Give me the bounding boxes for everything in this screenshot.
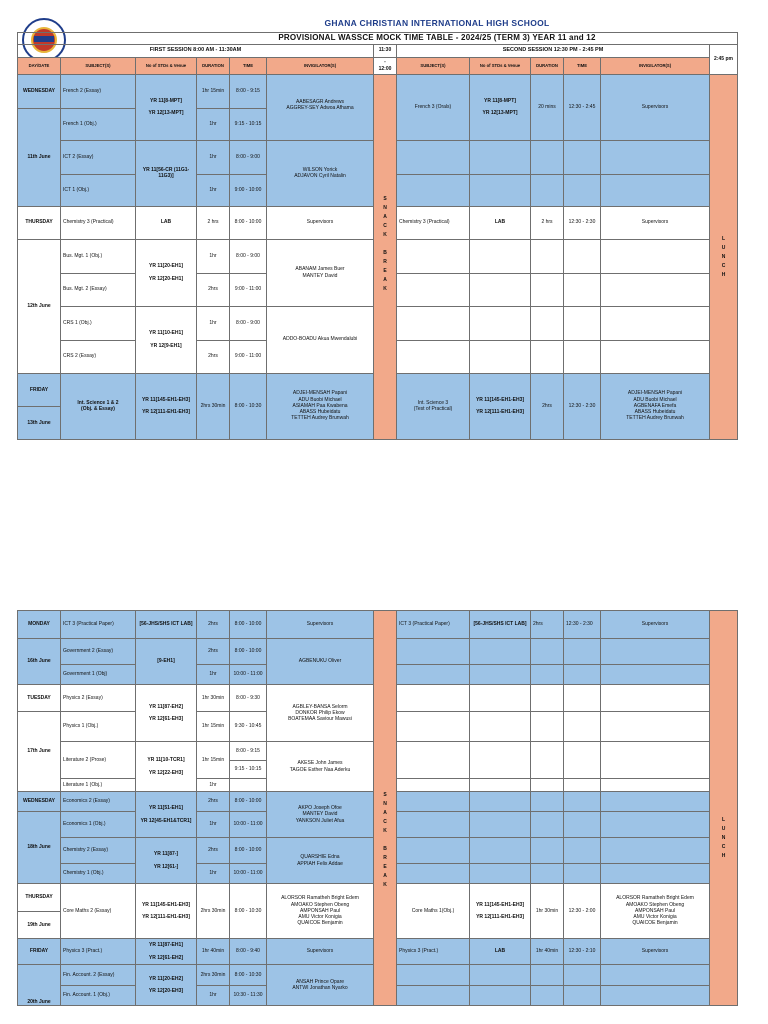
invigilators-ict: WILSON Yorick ADJAVON Cyril Natalin — [267, 140, 374, 206]
duration: 2 hrs — [531, 206, 564, 239]
time: 12:30 - 2:30 — [564, 611, 601, 639]
header-time-s2: TIME — [564, 57, 601, 74]
duration: 1hr — [197, 986, 230, 1006]
invigilators-literature: AKESE John James TAGOE Esther Naa Aderku — [267, 742, 374, 792]
break-time-top: 11:30 — [374, 44, 397, 57]
snack-break-letter: C — [383, 819, 387, 825]
stds-lab: LAB — [470, 939, 531, 965]
stds-lab: LAB — [136, 206, 197, 239]
duration: 2hrs — [531, 611, 564, 639]
subject-int-science: Int. Science 1 & 2 (Obj. & Essay) — [61, 373, 136, 439]
header-stds: No of STDs & Venue — [136, 57, 197, 74]
time: 9:00 - 11:00 — [230, 273, 267, 306]
time: 12:30 - 2:10 — [564, 939, 601, 965]
lunch-column — [710, 74, 738, 439]
duration: 2hrs 30min — [197, 965, 230, 986]
lunch-letter: C — [721, 844, 726, 850]
snack-break-letter: S — [383, 792, 387, 798]
stds-lab: LAB — [470, 206, 531, 239]
time: 8:00 - 9:15 — [230, 74, 267, 108]
time: 9:00 - 10:00 — [230, 174, 267, 206]
duration: 1hr 15min — [197, 74, 230, 108]
duration: 1hr — [197, 239, 230, 273]
second-session-label: SECOND SESSION 12:30 PM - 2:45 PM — [397, 44, 710, 57]
date-18th-june: 18th June — [18, 812, 61, 884]
stds-ict: YR 11[56-CR (11G1-11G3)] — [136, 140, 197, 206]
time: 12:30 - 2:30 — [564, 373, 601, 439]
stds-fin-account: YR 11[20-EH2] YR 12[20-EH3] — [136, 965, 197, 1006]
subject-chemistry-3-s2: Chemistry 3 (Practical) — [397, 206, 470, 239]
duration: 2hrs 30min — [197, 373, 230, 439]
snack-break-letter — [375, 240, 395, 249]
time: 8:00 - 9:00 — [230, 239, 267, 273]
subject-physics-3-s2: Physics 3 (Pract.) — [397, 939, 470, 965]
break-time-bottom: - 12:00 — [374, 57, 397, 74]
subject-chemistry-2: Chemistry 2 (Essay) — [61, 838, 136, 864]
subject-crs-1: CRS 1 (Obj.) — [61, 306, 136, 340]
duration: 1hr 40min — [197, 939, 230, 965]
subject-ict-1: ICT 1 (Obj.) — [61, 174, 136, 206]
lunch-letter: H — [721, 853, 726, 859]
duration: 1hr — [197, 108, 230, 140]
lunch-letter: C — [721, 262, 726, 269]
lunch-letter: N — [721, 835, 726, 841]
invigilators-economics: AKPO Joseph Ofoe MANTEY David YANKSON Juliet Afua — [267, 792, 374, 838]
stds-bus-mgt: YR 11[20-EH1] YR 12[20-EH1] — [136, 239, 197, 306]
school-name: GHANA CHRISTIAN INTERNATIONAL HIGH SCHOOL — [324, 18, 550, 29]
time: 9:15 - 10:15 — [230, 108, 267, 140]
time: 8:00 - 10:00 — [230, 206, 267, 239]
time: 8:00 - 10:00 — [230, 639, 267, 665]
duration: 2hrs — [197, 273, 230, 306]
lunch-column — [710, 611, 738, 1006]
subject-government-1: Government 1 (Obj) — [61, 665, 136, 685]
stds-french: YR 11[8-MPT] YR 12[13-MPT] — [136, 74, 197, 140]
time: 8:00 - 10:30 — [230, 965, 267, 986]
snack-break-letter: A — [383, 873, 387, 879]
stds-economics: YR 11[51-EH1] YR 12[45-EH1&TCR1] — [136, 792, 197, 838]
lunch-letter: N — [721, 253, 726, 260]
invigilators-int-science-3: ADJEI-MENSAH Papani ADU Buobi Michael AGBENAFA Emefa ABASS Hubeidatu TETTEH Audrey Brunwah — [601, 373, 710, 439]
time: 12:30 - 2:45 — [564, 74, 601, 140]
header-stds-s2: No of STDs & Venue — [470, 57, 531, 74]
snack-break-letter: K — [383, 231, 387, 238]
snack-break-letter: E — [383, 267, 387, 274]
invigilators-government: AGBENUKU Oliver — [267, 639, 374, 685]
day-friday: FRIDAY 13th June — [18, 373, 61, 439]
day-thursday: THURSDAY 19th June — [18, 884, 61, 939]
time: 8:00 - 10:00 — [230, 792, 267, 812]
invigilators-crs: ADDO-BOADU Akua Mwendalubi — [267, 306, 374, 373]
time: 8:00 - 9:40 — [230, 939, 267, 965]
snack-break-letter: K — [383, 285, 387, 292]
time: 12:30 - 2:30 — [564, 206, 601, 239]
subject-core-maths-1: Core Maths 1(Obj.) — [397, 884, 470, 939]
subject-bus-mgt-1: Bus. Mgt. 1 (Obj.) — [61, 239, 136, 273]
invigilators: Supervisors — [601, 939, 710, 965]
duration: 2hrs — [197, 639, 230, 665]
invigilators: Supervisors — [267, 939, 374, 965]
duration: 1hr — [197, 306, 230, 340]
subject-ict-2: ICT 2 (Essay) — [61, 140, 136, 174]
invigilators: Supervisors — [601, 206, 710, 239]
duration: 1hr — [197, 174, 230, 206]
header-time: TIME — [230, 57, 267, 74]
snack-break-letter: R — [383, 258, 387, 265]
time: 8:00 - 10:30 — [230, 884, 267, 939]
time: 9:30 - 10:45 — [230, 712, 267, 742]
duration: 1hr — [197, 779, 230, 792]
stds-core-maths: YR 11[145-EH1-EH3] YR 12[111-EH1-EH3] — [136, 884, 197, 939]
lunch-letter: U — [721, 244, 726, 251]
invigilators: Supervisors — [601, 74, 710, 140]
subject-literature-1: Literature 1 (Obj.) — [61, 779, 136, 792]
stds-chemistry: YR 11[87-] YR 12[61-] — [136, 838, 197, 884]
stds-physics-3: YR 11[87-EH1] YR 12[61-EH2] — [136, 939, 197, 965]
invigilators-chemistry: QUARSHIE Edna APPIAH Felix Addae — [267, 838, 374, 884]
subject-french-2: French 2 (Essay) — [61, 74, 136, 108]
stds-ict-lab: [56-JHS/SHS ICT LAB] — [470, 611, 531, 639]
time: 10:30 - 11:30 — [230, 986, 267, 1006]
header-duration-s2: DURATION — [531, 57, 564, 74]
invigilators: Supervisors — [267, 611, 374, 639]
subject-physics-2: Physics 2 (Essay) — [61, 685, 136, 712]
time: 8:00 - 9:00 — [230, 306, 267, 340]
subject-crs-2: CRS 2 (Essay) — [61, 340, 136, 373]
duration: 1hr 40min — [531, 939, 564, 965]
snack-break-letter: A — [383, 810, 387, 816]
duration: 2 hrs — [197, 206, 230, 239]
header-duration: DURATION — [197, 57, 230, 74]
duration: 1hr 30min — [531, 884, 564, 939]
invigilators-french: AABESAGR Andrews AGGREY-SEY Adwoa Afhama — [267, 74, 374, 140]
snack-break-letter: E — [383, 864, 387, 870]
time-split: 8:00 - 9:15 9:15 - 10:15 — [230, 742, 267, 779]
header-subject: SUBJECT(S) — [61, 57, 136, 74]
duration: 2hrs — [197, 611, 230, 639]
date-20th-june: 20th June — [18, 965, 61, 1006]
stds-int-science-3: YR 11[145-EH1-EH3] YR 12[111-EH1-EH3] — [470, 373, 531, 439]
stds-literature: YR 11[10-TCR1] YR 12[22-EH3] — [136, 742, 197, 792]
lunch-letter: H — [721, 271, 726, 278]
snack-break-letter: A — [383, 213, 387, 220]
time: 8:00 - 10:00 — [230, 838, 267, 864]
stds-physics: YR 11[87-EH2] YR 12[61-EH3] — [136, 685, 197, 742]
time: 9:00 - 11:00 — [230, 340, 267, 373]
duration: 1hr — [197, 140, 230, 174]
subject-government-2: Government 2 (Essay) — [61, 639, 136, 665]
duration: 20 mins — [531, 74, 564, 140]
subject-literature-2: Literature 2 (Prose) — [61, 742, 136, 779]
header-invigilator-s2: INVIGILATOR(S) — [601, 57, 710, 74]
stds-int-science: YR 11[145-EH1-EH3] YR 12[111-EH1-EH3] — [136, 373, 197, 439]
time: 10:00 - 11:00 — [230, 812, 267, 838]
day-wednesday: WEDNESDAY — [18, 792, 61, 812]
subject-french-3: French 3 (Orals) — [397, 74, 470, 140]
duration: 2hrs — [197, 792, 230, 812]
snack-break-column — [374, 74, 397, 439]
subject-economics-2: Economics 2 (Essay) — [61, 792, 136, 812]
header-subject-s2: SUBJECT(S) — [397, 57, 470, 74]
lunch-letter: U — [721, 826, 726, 832]
snack-break-letter: K — [383, 828, 387, 834]
invigilators-core-maths-s2: ALORSOR Ramatheh Bright Edem AMOAKO Stephen Obeng AMPONSAH Paul AMU Victor Konigia QUAICOE Benjamin — [601, 884, 710, 939]
time: 8:00 - 10:30 — [230, 373, 267, 439]
day-thursday: THURSDAY — [18, 206, 61, 239]
day-wednesday: WEDNESDAY — [18, 74, 61, 108]
day-monday: MONDAY — [18, 611, 61, 639]
duration: 1hr — [197, 665, 230, 685]
duration: 2hrs 30min — [197, 884, 230, 939]
date-12th-june: 12th June — [18, 239, 61, 373]
snack-break-column — [374, 611, 397, 1006]
time: 12:30 - 2:00 — [564, 884, 601, 939]
day-friday: FRIDAY — [18, 939, 61, 965]
subject-fin-account-1: Fin. Account. 1 (Obj.) — [61, 986, 136, 1006]
snack-break-letter: C — [383, 222, 387, 229]
subject-physics-1: Physics 1 (Obj.) — [61, 712, 136, 742]
timetable-week-1 — [17, 16, 738, 440]
date-17th-june: 17th June — [18, 712, 61, 792]
header-daydate: DAY/DATE — [18, 57, 61, 74]
snack-break-letter: B — [383, 249, 387, 256]
invigilators-int-science: ADJEI-MENSAH Papani ADU Buobi Michael ASIAMAH Paa Kwabena ABASS Hubeidatu TETTEH Audrey Brunwah — [267, 373, 374, 439]
stds-french-3: YR 11[8-MPT] YR 12[13-MPT] — [470, 74, 531, 140]
subject-core-maths-2: Core Maths 2 (Essay) — [61, 884, 136, 939]
invigilators-fin-account: ANSAH Prince Opare ANTWI Jonathan Nyarko — [267, 965, 374, 1006]
time: 8:00 - 10:00 — [230, 611, 267, 639]
duration: 2hrs — [197, 340, 230, 373]
snack-break-letter: N — [383, 204, 387, 211]
invigilators-bus-mgt: ABANAM James Buer MANTEY David — [267, 239, 374, 306]
timetable-title: PROVISIONAL WASSCE MOCK TIME TABLE - 2024/25 (TERM 3) YEAR 11 and 12 — [18, 32, 738, 44]
date-16th-june: 16th June — [18, 639, 61, 685]
time: 8:00 - 9:00 — [230, 140, 267, 174]
subject-chemistry-1: Chemistry 1 (Obj.) — [61, 864, 136, 884]
stds-ict-lab: [56-JHS/SHS ICT LAB] — [136, 611, 197, 639]
date-11th-june: 11th June — [18, 108, 61, 206]
subject-fin-account-2: Fin. Account. 2 (Essay) — [61, 965, 136, 986]
snack-break-letter: K — [383, 882, 387, 888]
duration: 1hr — [197, 812, 230, 838]
first-session-label: FIRST SESSION 8:00 AM - 11:30AM — [18, 44, 374, 57]
subject-bus-mgt-2: Bus. Mgt. 2 (Essay) — [61, 273, 136, 306]
time: 10:00 - 11:00 — [230, 665, 267, 685]
invigilators: Supervisors — [601, 611, 710, 639]
stds-government: [9-EH1] — [136, 639, 197, 685]
invigilators: Supervisors — [267, 206, 374, 239]
day-tuesday: TUESDAY — [18, 685, 61, 712]
duration: 1hr 30min — [197, 685, 230, 712]
subject-french-1: French 1 (Obj.) — [61, 108, 136, 140]
timetable-week-2 — [17, 610, 738, 1006]
lunch-time-label: 2:45 pm — [710, 44, 738, 74]
invigilators-physics: AGBLEY-BANSA Selorm DONKOR Philip Ekow BOATEMAA Saviour Mawusi — [267, 685, 374, 742]
time: 10:00 - 11:00 — [230, 864, 267, 884]
snack-break-letter: S — [383, 195, 387, 202]
snack-break-letter: B — [383, 846, 387, 852]
duration: 1hr — [197, 864, 230, 884]
invigilators-core-maths: ALORSOR Ramatheh Bright Edem AMOAKO Stephen Obeng AMPONSAH Paul AMU Victor Konigia QUAICOE Benjamin — [267, 884, 374, 939]
subject-economics-1: Economics 1 (Obj.) — [61, 812, 136, 838]
snack-break-letter — [375, 836, 395, 845]
snack-break-letter: A — [383, 276, 387, 283]
snack-break-letter: R — [383, 855, 387, 861]
subject-physics-3: Physics 3 (Pract.) — [61, 939, 136, 965]
duration: 2hrs — [197, 838, 230, 864]
subject-chemistry-3: Chemistry 3 (Practical) — [61, 206, 136, 239]
time: 8:00 - 9:30 — [230, 685, 267, 712]
duration: 1hr 15min — [197, 742, 230, 779]
subject-ict-3-s2: ICT 3 (Practical Paper) — [397, 611, 470, 639]
header-invigilator: INVIGILATOR(S) — [267, 57, 374, 74]
subject-ict-3: ICT 3 (Practical Paper) — [61, 611, 136, 639]
subject-int-science-3: Int. Science 3 (Test of Practical) — [397, 373, 470, 439]
duration: 1hr 15min — [197, 712, 230, 742]
lunch-letter: L — [721, 817, 726, 823]
snack-break-letter: N — [383, 801, 387, 807]
stds-crs: YR 11[10-EH1] YR 12[9-EH1] — [136, 306, 197, 373]
stds-core-maths-s2: YR 11[145-EH1-EH3] YR 12[111-EH1-EH3] — [470, 884, 531, 939]
lunch-letter: L — [721, 235, 726, 242]
duration: 2hrs — [531, 373, 564, 439]
